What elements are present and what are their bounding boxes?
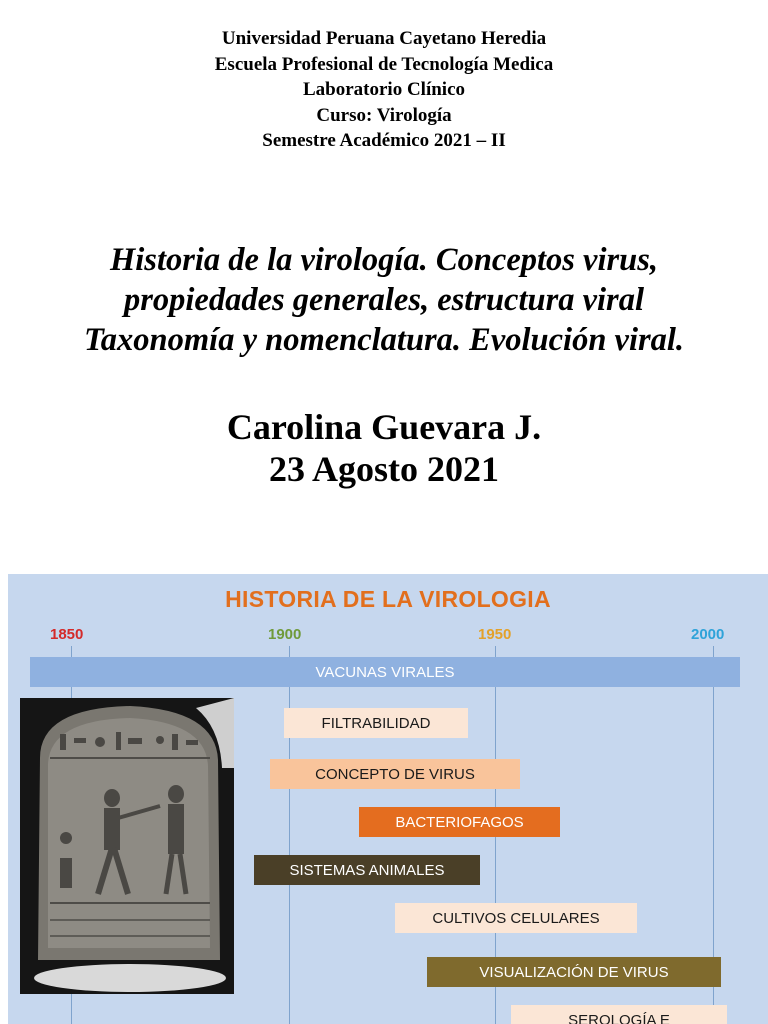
year-label-1900: 1900 [268, 626, 302, 643]
topic-line-3: Taxonomía y nomenclatura. Evolución viral. [83, 322, 685, 358]
course-name: Curso: Virología [316, 104, 452, 126]
year-label-1850: 1850 [50, 626, 84, 643]
university-name: Universidad Peruana Cayetano Heredia [221, 28, 547, 49]
course-header [0, 26, 768, 154]
egyptian-stele-photo [20, 698, 234, 994]
topic-line-2: propiedades generales, estructura viral [124, 282, 644, 318]
slide-title: HISTORIA DE LA VIROLOGIA [225, 586, 551, 612]
bar-filtrabilidad: FILTRABILIDAD [284, 708, 468, 738]
year-label-2000: 2000 [691, 626, 725, 643]
lecture-topic [0, 240, 768, 360]
bar-cultivos-celulares: CULTIVOS CELULARES [395, 903, 637, 933]
bar-bacteriofagos: BACTERIOFAGOS [359, 807, 560, 837]
year-label-1950: 1950 [478, 626, 512, 643]
school-name: Escuela Profesional de Tecnología Medica [214, 53, 554, 75]
bar-concepto-de-virus: CONCEPTO DE VIRUS [270, 759, 520, 789]
lecture-date: 23 Agosto 2021 [268, 449, 499, 489]
bar-vacunas-virales: VACUNAS VIRALES [30, 657, 740, 687]
author-block [0, 406, 768, 490]
timeline-slide [8, 574, 768, 1024]
topic-line-1: Historia de la virología. Conceptos virus, [109, 242, 658, 278]
bar-sistemas-animales: SISTEMAS ANIMALES [254, 855, 480, 885]
semester: Semestre Académico 2021 – II [262, 130, 506, 151]
author-name: Carolina Guevara J. [226, 407, 542, 447]
bar-visualizacion-de-virus: VISUALIZACIÓN DE VIRUS [427, 957, 721, 987]
year-gridline-1900 [289, 646, 290, 1024]
lab-name: Laboratorio Clínico [302, 79, 466, 100]
bar-serologia: SEROLOGÍA E [511, 1005, 727, 1024]
